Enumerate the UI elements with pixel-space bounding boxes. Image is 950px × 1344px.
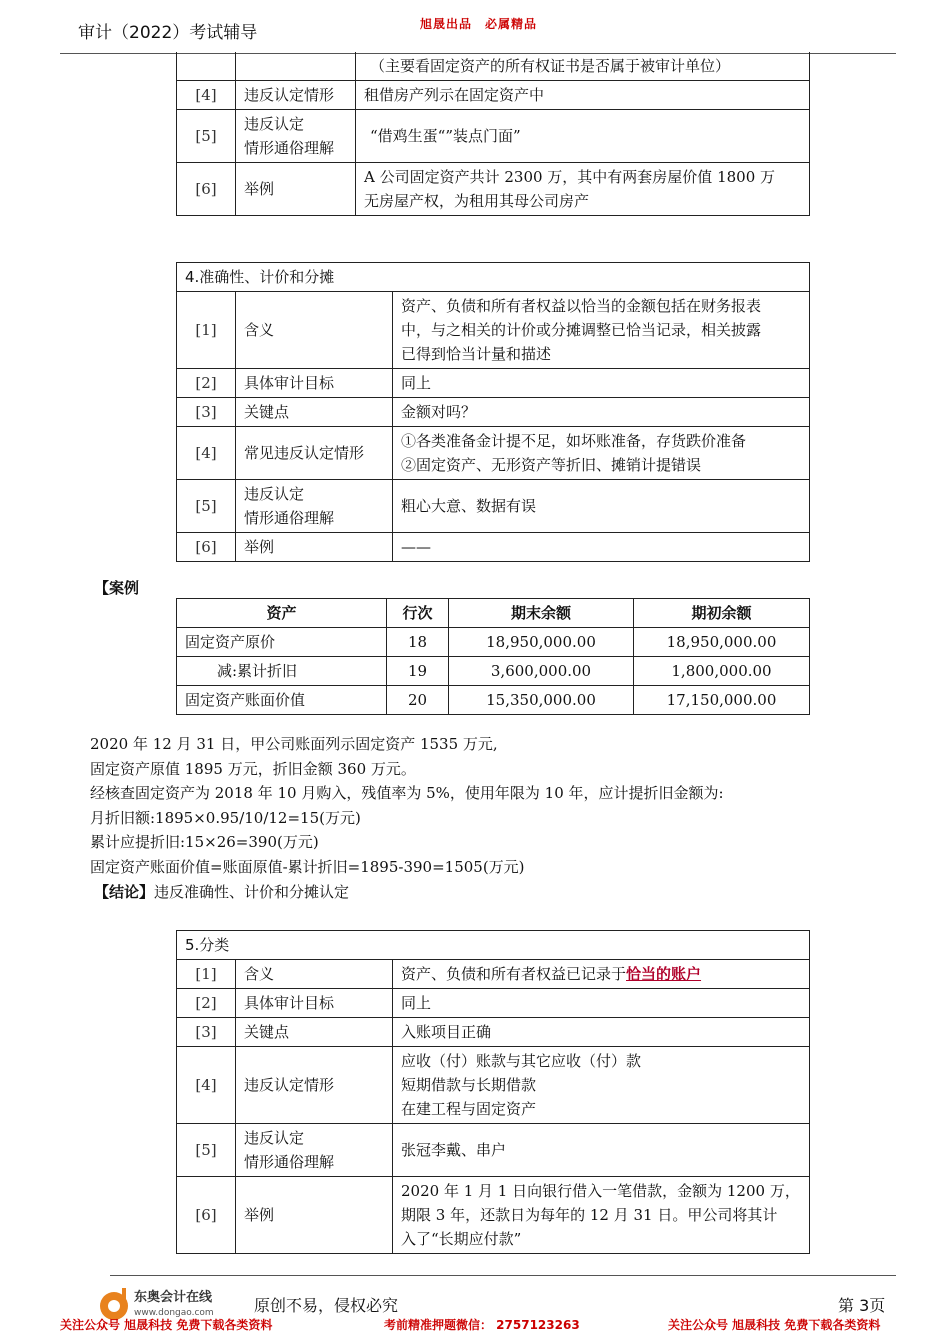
footer-motto: 原创不易，侵权必究 — [254, 1296, 399, 1315]
table-row: [4] 违反认定情形 应收（付）账款与其它应收（付）款 短期借款与长期借款 在建工程与固定资产 — [177, 1047, 810, 1124]
page-number: 第 3页 — [838, 1296, 886, 1315]
footer-divider — [110, 1275, 896, 1276]
table-header-row: 资产 行次 期末余额 期初余额 — [177, 599, 810, 628]
table-row: [5] 违反认定 情形通俗理解 张冠李戴、串户 — [177, 1124, 810, 1177]
table-row: [1] 含义 资产、负债和所有者权益以恰当的金额包括在财务报表 中，与之相关的计价或分摊调整已恰当记录，相关披露 已得到恰当计量和描述 — [177, 292, 810, 369]
table-assertion-continued — [176, 52, 810, 216]
logo-url: www.dongao.com — [134, 1308, 214, 1318]
table-row: [6] 举例 A 公司固定资产共计 2300 万，其中有两套房屋价值 1800 万 无房屋产权，为租用其母公司房产 — [177, 163, 810, 216]
table-row: [4] 常见违反认定情形 ①各类准备金计提不足，如坏账准备，存货跌价准备 ②固定资产、无形资产等折旧、摊销计提错误 — [177, 427, 810, 480]
table-accuracy-valuation — [176, 262, 810, 562]
header-title: 审计（2022）考试辅导 — [78, 23, 258, 43]
case-explanation: 2020 年 12 月 31 日，甲公司账面列示固定资产 1535 万元, 固定资产原值 1895 万元，折旧金额 360 万元。 经核查固定资产为 2018 年 10 月购入，残值率为 5%，使用年限为 10 年，应计提折旧金额为: 月折旧额:1895×0.95/10/12=15(万元) 累计应提折旧:15×26=390(万元) 固定资产账面价值=账面原值-累计折旧=1895-390=1505(万元) 【结论】违反准确性、计价和分摊认定 — [90, 732, 724, 904]
table-cell: （主要看固定资产的所有权证书是否属于被审计单位） — [356, 52, 810, 81]
case-heading: 【案例 — [94, 579, 140, 597]
table-row: [2] 具体审计目标 同上 — [177, 989, 810, 1018]
table-row — [177, 931, 810, 960]
section-title: 4.准确性、计价和分摊 — [177, 263, 810, 292]
table-row — [177, 52, 810, 81]
table-classification — [176, 930, 810, 1254]
footer-note-center: 考前精准押题微信： 2757123263 — [384, 1318, 580, 1332]
footer-note-right: 关注公众号 旭晟科技 免费下载各类资料 — [668, 1318, 881, 1332]
table-row: 固定资产账面价值 20 15,350,000.00 17,150,000.00 — [177, 686, 810, 715]
table-row: [4] 违反认定情形 租借房产列示在固定资产中 — [177, 81, 810, 110]
section-title: 5.分类 — [177, 931, 810, 960]
footer-note-left: 关注公众号 旭晟科技 免费下载各类资料 — [60, 1318, 273, 1332]
case-conclusion: 【结论】违反准确性、计价和分摊认定 — [94, 882, 350, 901]
table-row: 减:累计折旧 19 3,600,000.00 1,800,000.00 — [177, 657, 810, 686]
table-row: [6] 举例 —— — [177, 533, 810, 562]
table-row: [1] 含义 资产、负债和所有者权益已记录于恰当的账户 — [177, 960, 810, 989]
logo-brand: 东奥会计在线 — [134, 1290, 213, 1305]
case-balance-table — [176, 598, 810, 715]
table-row: [6] 举例 2020 年 1 月 1 日向银行借入一笔借款，金额为 1200 万， 期限 3 年，还款日为每年的 12 月 31 日。甲公司将其计 入了“长期应付款” — [177, 1177, 810, 1254]
header-slogan: 旭晟出品 必属精品 — [420, 17, 538, 31]
table-row: [3] 关键点 金额对吗？ — [177, 398, 810, 427]
table-row: [2] 具体审计目标 同上 — [177, 369, 810, 398]
table-row — [177, 263, 810, 292]
table-row: [5] 违反认定 情形通俗理解 “借鸡生蛋“”装点门面” — [177, 110, 810, 163]
table-row: 固定资产原价 18 18,950,000.00 18,950,000.00 — [177, 628, 810, 657]
table-row: [5] 违反认定 情形通俗理解 粗心大意、数据有误 — [177, 480, 810, 533]
highlighted-term: 恰当的账户 — [626, 965, 702, 983]
table-row: [3] 关键点 入账项目正确 — [177, 1018, 810, 1047]
